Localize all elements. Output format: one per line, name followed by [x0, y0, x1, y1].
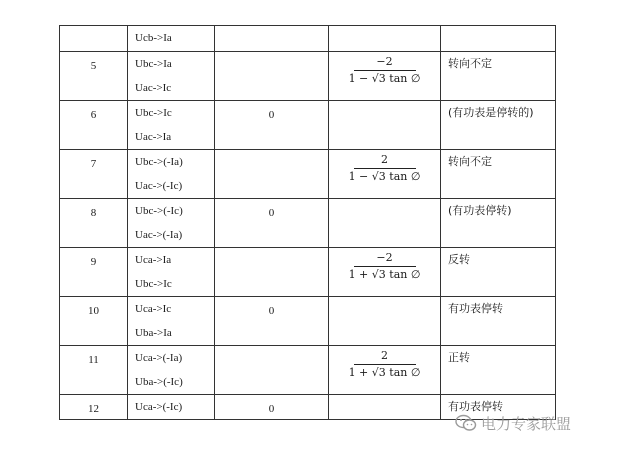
wiring-pair: Uca->Ia — [135, 254, 172, 266]
note-cell: 有功表停转 — [441, 297, 556, 346]
wiring-pair: Ubc->(-Ia) — [135, 156, 183, 168]
wiring-pair: Uac->Ic — [135, 82, 172, 94]
wiring-pair: Uca->(-Ic) — [135, 401, 183, 413]
formula-cell — [329, 395, 441, 420]
formula-cell — [329, 26, 441, 52]
table-row — [60, 346, 556, 395]
fraction — [329, 248, 440, 282]
wiring-pair: Uac->(-Ic) — [135, 180, 183, 192]
wiring-cell — [128, 346, 215, 395]
table-row — [60, 199, 556, 248]
wiring-pair: Ucb->Ia — [135, 32, 172, 44]
fraction — [329, 150, 440, 184]
row-number: 9 — [60, 248, 128, 297]
wiring-cell — [128, 199, 215, 248]
fraction-denominator: 1 − √3 tan ∅ — [348, 170, 421, 183]
fraction-denominator: 1 + √3 tan ∅ — [348, 268, 421, 281]
fraction-bar — [354, 168, 416, 169]
row-number: 11 — [60, 346, 128, 395]
fraction-bar — [354, 266, 416, 267]
wiring-cell — [128, 52, 215, 101]
wiring-pair: Uba->(-Ic) — [135, 376, 183, 388]
wiring-table — [59, 25, 556, 420]
value-cell: 0 — [215, 297, 329, 346]
wiring-cell — [128, 297, 215, 346]
row-number: 10 — [60, 297, 128, 346]
table-row — [60, 52, 556, 101]
table-row — [60, 297, 556, 346]
wiring-pair: Uba->Ia — [135, 327, 172, 339]
wiring-pair: Ubc->Ia — [135, 58, 172, 70]
formula-cell — [329, 199, 441, 248]
formula-cell — [329, 150, 441, 199]
row-number: 7 — [60, 150, 128, 199]
note-cell: 有功表停转 — [441, 395, 556, 420]
fraction-numerator: 2 — [381, 349, 388, 362]
watermark-text: 电力专家联盟 — [481, 414, 572, 433]
formula-cell — [329, 248, 441, 297]
wiring-cell — [128, 248, 215, 297]
formula-cell — [329, 297, 441, 346]
note-cell: 正转 — [441, 346, 556, 395]
wiring-cell — [128, 395, 215, 420]
table-row — [60, 150, 556, 199]
row-number: 6 — [60, 101, 128, 150]
value-cell: 0 — [215, 101, 329, 150]
fraction-bar — [354, 364, 416, 365]
row-number: 5 — [60, 52, 128, 101]
row-number: 8 — [60, 199, 128, 248]
wiring-pair: Uca->(-Ia) — [135, 352, 183, 364]
table-row — [60, 26, 556, 52]
formula-cell — [329, 346, 441, 395]
formula-cell — [329, 101, 441, 150]
wiring-cell — [128, 150, 215, 199]
fraction-denominator: 1 − √3 tan ∅ — [348, 72, 421, 85]
value-cell — [215, 248, 329, 297]
note-cell — [441, 26, 556, 52]
fraction-denominator: 1 + √3 tan ∅ — [348, 366, 421, 379]
value-cell — [215, 26, 329, 52]
value-cell — [215, 346, 329, 395]
formula-cell — [329, 52, 441, 101]
wiring-cell — [128, 101, 215, 150]
wiring-pair: Ubc->(-Ic) — [135, 205, 183, 217]
note-cell: 转向不定 — [441, 52, 556, 101]
note-cell: 反转 — [441, 248, 556, 297]
value-cell — [215, 150, 329, 199]
value-cell: 0 — [215, 395, 329, 420]
wiring-cell — [128, 26, 215, 52]
fraction — [329, 346, 440, 380]
wiring-pair: Uac->(-Ia) — [135, 229, 183, 241]
fraction-numerator: −2 — [376, 251, 393, 264]
wiring-pair: Ubc->Ic — [135, 107, 172, 119]
table-row — [60, 248, 556, 297]
row-number — [60, 26, 128, 52]
fraction — [329, 52, 440, 86]
wiring-pair: Uac->Ia — [135, 131, 172, 143]
watermark — [455, 411, 571, 435]
table-row — [60, 101, 556, 150]
wiring-pair: Uca->Ic — [135, 303, 172, 315]
wechat-icon — [455, 414, 477, 432]
fraction-bar — [354, 70, 416, 71]
wiring-pair: Ubc->Ic — [135, 278, 172, 290]
fraction-numerator: −2 — [376, 55, 393, 68]
note-cell: (有功表停转) — [441, 199, 556, 248]
note-cell: 转向不定 — [441, 150, 556, 199]
value-cell: 0 — [215, 199, 329, 248]
value-cell — [215, 52, 329, 101]
note-cell: (有功表是停转的) — [441, 101, 556, 150]
fraction-numerator: 2 — [381, 153, 388, 166]
row-number: 12 — [60, 395, 128, 420]
